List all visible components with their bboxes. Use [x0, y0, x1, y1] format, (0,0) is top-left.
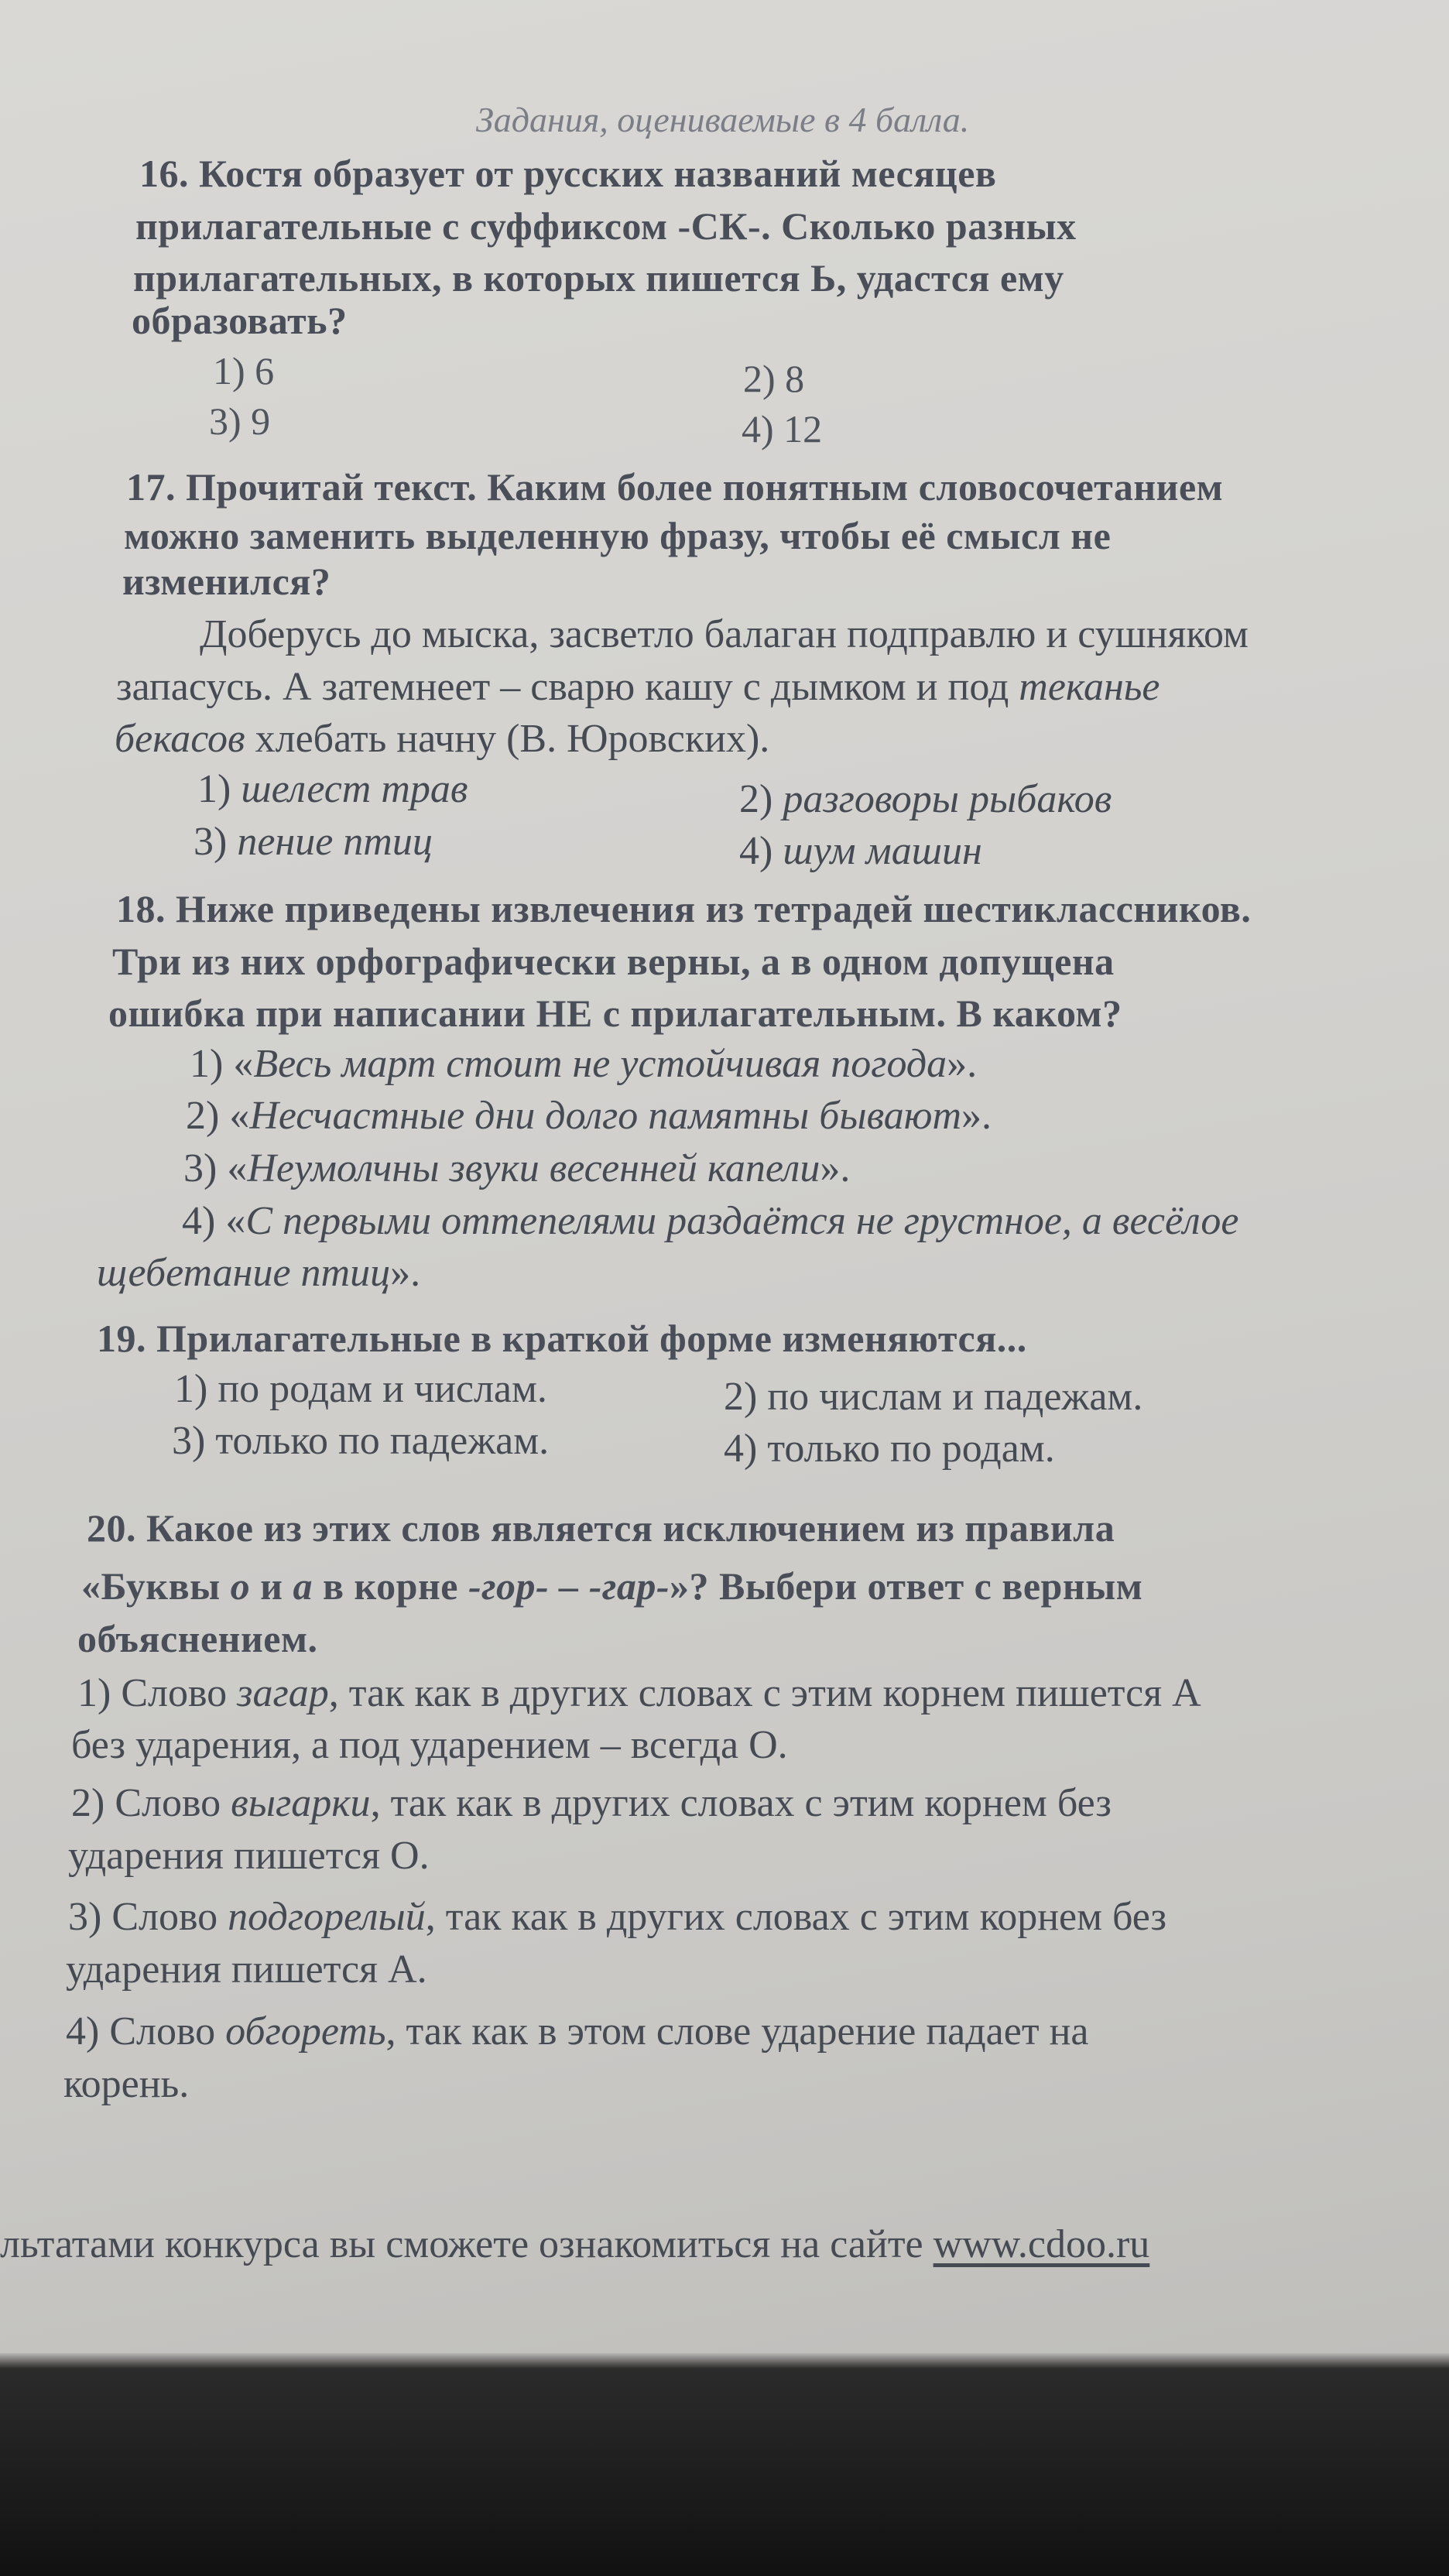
- q20-option-3-text: , так как в других словах с этим корнем без: [425, 1895, 1167, 1939]
- q16-line4: образовать?: [132, 299, 348, 342]
- footer-text: льтатами конкурса вы сможете ознакомиться на сайте: [0, 2222, 933, 2266]
- q16-option-3: 3) 9: [209, 399, 271, 443]
- footer-line: [0, 2221, 1149, 2267]
- q17-option-2-text: разговоры рыбаков: [783, 777, 1112, 821]
- q16-option-4: 4) 12: [742, 407, 823, 450]
- q16-option-2: 2) 8: [743, 357, 805, 400]
- footer-website-link[interactable]: www.cdoo.ru: [933, 2222, 1150, 2266]
- q17-text-line2: [116, 664, 1160, 710]
- q20-option-3: [68, 1894, 1166, 1940]
- q17-option-1: [197, 766, 468, 812]
- q18-option-1-end: ».: [947, 1042, 978, 1086]
- q19-option-1: 1) по родам и числам.: [174, 1367, 547, 1411]
- q17-text-plain: запасусь. А затемнеет – сварю кашу с дымком и под: [116, 665, 1019, 709]
- q18-option-1: [190, 1041, 977, 1087]
- q18-option-3-number: 3) «: [183, 1146, 248, 1190]
- q20-in-root: в корне: [312, 1564, 468, 1608]
- q16-line2: прилагательные с суффиксом -СК-. Сколько разных: [135, 204, 1077, 248]
- q16-line1: 16. Костя образует от русских названий месяцев: [139, 152, 997, 195]
- q20-option-2: [71, 1780, 1112, 1826]
- q18-option-4-number: 4) «: [182, 1199, 246, 1243]
- q17-option-1-number: 1): [197, 767, 242, 811]
- q20-option-1-text: , так как в других словах с этим корнем пишется А: [328, 1671, 1201, 1715]
- q18-option-1-text: Весь март стоит не устойчивая погода: [253, 1042, 947, 1086]
- q17-option-3: [194, 819, 433, 865]
- q17-line2: можно заменить выделенную фразу, чтобы её смысл не: [124, 514, 1112, 557]
- q20-option-2-continued: ударения пишется О.: [68, 1834, 430, 1878]
- q17-highlighted-phrase-part2: бекасов: [115, 717, 245, 761]
- q20-option-3-word: подгорелый: [228, 1895, 426, 1939]
- q20-option-2-number: 2) Слово: [71, 1781, 231, 1825]
- q17-option-2: [739, 776, 1112, 822]
- q18-option-2: [186, 1093, 992, 1139]
- q17-option-4: [739, 828, 982, 874]
- dark-background: [0, 2369, 1449, 2576]
- q20-option-3-number: 3) Слово: [68, 1895, 228, 1939]
- q20-option-1-continued: без ударения, а под ударением – всегда О.: [71, 1723, 788, 1767]
- q17-option-3-number: 3): [194, 820, 238, 864]
- q20-rule-close: »? Выбери ответ с верным: [669, 1564, 1143, 1608]
- q19-option-3: 3) только по падежам.: [172, 1419, 550, 1463]
- q17-option-3-text: пение птиц: [237, 820, 433, 864]
- q18-option-2-text: Несчастные дни долго памятны бывают: [249, 1094, 962, 1138]
- q18-option-2-end: ».: [961, 1094, 992, 1138]
- q20-option-2-text: , так как в других словах с этим корнем без: [370, 1781, 1112, 1825]
- q16-option-1: 1) 6: [213, 349, 275, 392]
- q20-root: -гор- – -гар-: [468, 1564, 670, 1608]
- q20-line2: [81, 1564, 1142, 1608]
- q17-text-line1: Доберусь до мыска, засветло балаган подправлю и сушняком: [200, 612, 1249, 656]
- q20-option-3-continued: ударения пишется А.: [66, 1947, 427, 1992]
- q19-option-4: 4) только по родам.: [724, 1427, 1055, 1471]
- q18-option-3-end: ».: [820, 1146, 851, 1190]
- q20-line3: объяснением.: [77, 1617, 318, 1660]
- q17-line1: 17. Прочитай текст. Каким более понятным словосочетанием: [126, 465, 1224, 509]
- q20-option-4-word: обгореть: [225, 2009, 386, 2054]
- q18-option-3: [183, 1146, 850, 1191]
- q20-option-2-word: выгарки: [231, 1781, 371, 1825]
- q17-text-line3: [115, 716, 769, 762]
- q20-option-4: [66, 2009, 1088, 2054]
- q20-option-1-word: загар: [237, 1671, 329, 1715]
- paper-edge: [0, 2353, 1449, 2369]
- q17-text-plain-end: хлебать начну (В. Юровских).: [245, 717, 770, 761]
- q16-line3: прилагательных, в которых пишется Ь, удастся ему: [133, 256, 1064, 300]
- q17-option-1-text: шелест трав: [241, 767, 468, 811]
- q18-option-4-continued: [97, 1250, 420, 1296]
- q17-highlighted-phrase-part1: теканье: [1019, 665, 1160, 709]
- q18-line3: ошибка при написании НЕ с прилагательным. В каком?: [108, 992, 1122, 1035]
- section-header: Задания, оцениваемые в 4 балла.: [476, 100, 970, 139]
- q20-and: и: [250, 1564, 293, 1608]
- q18-option-1-number: 1) «: [190, 1042, 254, 1086]
- q20-letter-o: о: [230, 1564, 251, 1608]
- q18-option-3-text: Неумолчны звуки весенней капели: [247, 1146, 820, 1190]
- q18-option-2-number: 2) «: [186, 1094, 250, 1138]
- q18-option-4-end: ».: [390, 1251, 421, 1295]
- q18-option-4-text: С первыми оттепелями раздаётся не грустное, а весёлое: [245, 1199, 1239, 1243]
- q20-option-1: [77, 1670, 1201, 1716]
- q18-option-4: [182, 1198, 1238, 1244]
- q18-line1: 18. Ниже приведены извлечения из тетрадей шестиклассников.: [116, 887, 1252, 930]
- q18-option-4-text-cont: щебетание птиц: [97, 1251, 391, 1295]
- q17-line3: изменился?: [122, 560, 331, 603]
- q20-line1: 20. Какое из этих слов является исключением из правила: [87, 1506, 1115, 1550]
- q20-option-4-continued: корень.: [63, 2062, 190, 2106]
- q20-rule-open: «Буквы: [81, 1564, 231, 1608]
- q19-line1: 19. Прилагательные в краткой форме изменяются...: [97, 1317, 1027, 1360]
- q19-option-2: 2) по числам и падежам.: [724, 1375, 1143, 1419]
- q17-option-4-text: шум машин: [783, 829, 982, 873]
- q18-line2: Три из них орфографически верны, а в одном допущена: [112, 940, 1115, 983]
- q20-option-1-number: 1) Слово: [77, 1671, 238, 1715]
- q20-letter-a: а: [293, 1564, 313, 1608]
- q20-option-4-text: , так как в этом слове ударение падает на: [385, 2009, 1089, 2054]
- q17-option-4-number: 4): [739, 829, 783, 873]
- q17-option-2-number: 2): [739, 777, 783, 821]
- q20-option-4-number: 4) Слово: [66, 2009, 226, 2054]
